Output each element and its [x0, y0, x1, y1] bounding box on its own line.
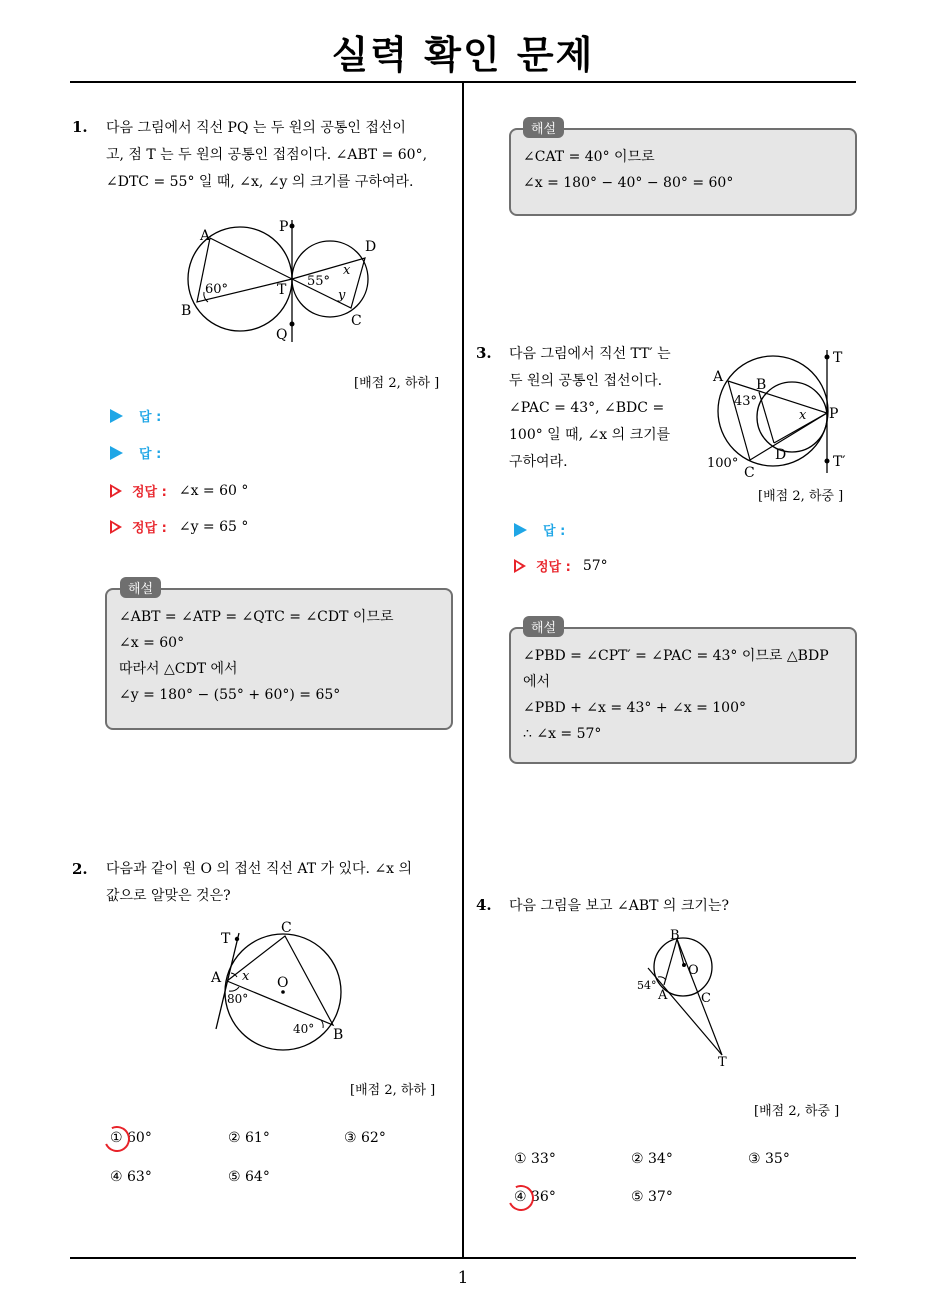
solution-line: 에서	[523, 674, 551, 690]
q1-score: [배점 2, 하하 ]	[354, 376, 440, 391]
q3-label-T: T	[833, 350, 843, 366]
q4-score: [배점 2, 하중 ]	[754, 1104, 840, 1119]
q3-line: 100° 일 때, ∠x 의 크기를	[509, 427, 671, 443]
q4-choice-3[interactable]: ③ 35°	[748, 1151, 790, 1167]
q4-choice-5[interactable]: ⑤ 37°	[631, 1189, 673, 1205]
q2-score: [배점 2, 하하 ]	[350, 1083, 436, 1098]
play-icon	[110, 409, 123, 423]
q1-angle-x: x	[343, 263, 351, 278]
q3-score: [배점 2, 하중 ]	[758, 489, 844, 504]
q4-label-A: A	[658, 988, 668, 1003]
q2-figure	[205, 915, 360, 1055]
q4-choice-1[interactable]: ① 33°	[514, 1151, 556, 1167]
q1-label-Q: Q	[276, 327, 288, 343]
q2-label-O: O	[277, 975, 289, 991]
selected-circle-mark	[504, 1181, 537, 1214]
q3-label-D: D	[775, 447, 787, 463]
q2-choice-4[interactable]: ④ 63°	[110, 1169, 152, 1185]
q1-label-P: P	[279, 219, 289, 235]
q1-solution-box	[105, 588, 453, 730]
q1-correct-row-2	[110, 517, 248, 536]
q1-line: ∠DTC = 55° 일 때, ∠x, ∠y 의 크기를 구하여라.	[106, 174, 414, 190]
q2-label-C: C	[281, 920, 292, 936]
q3-label-P: P	[829, 406, 839, 422]
correct-value: 57°	[582, 557, 608, 574]
q2-label-T: T	[221, 931, 231, 947]
outline-triangle-icon	[110, 520, 122, 534]
q3-number: 3.	[476, 344, 492, 362]
q4-angle-54: 54°	[637, 979, 657, 992]
q1-angle-55: 55°	[307, 274, 331, 289]
q2-label-B: B	[333, 1027, 344, 1043]
q2-text	[106, 856, 461, 910]
q1-label-B: B	[181, 303, 192, 319]
q3-label-C: C	[744, 465, 755, 480]
q2-solution-tag: 해설	[523, 117, 564, 138]
correct-value: ∠x = 60 °	[178, 482, 249, 499]
solution-line: ∠CAT = 40° 이므로	[523, 149, 655, 165]
q1-answer-row-2	[110, 443, 161, 462]
q2-label-A: A	[211, 970, 222, 986]
q4-label-O: O	[688, 963, 699, 978]
correct-label: 정답 :	[132, 485, 167, 500]
q2-angle-80: 80°	[227, 992, 249, 1006]
q2-line: 값으로 알맞은 것은?	[106, 888, 231, 904]
footer-rule	[70, 1257, 856, 1259]
outline-triangle-icon	[110, 484, 122, 498]
q1-correct-row-1	[110, 481, 248, 500]
q3-angle-43: 43°	[734, 394, 758, 409]
correct-label: 정답 :	[536, 560, 571, 575]
q3-angle-x: x	[799, 408, 807, 423]
q3-label-Tprime: T′	[833, 454, 846, 470]
page-number: 1	[457, 1268, 469, 1288]
q3-solution-tag: 해설	[523, 616, 564, 637]
q1-text	[106, 115, 456, 196]
solution-line: ∠ABT = ∠ATP = ∠QTC = ∠CDT 이므로	[119, 609, 394, 625]
answer-label: 답 :	[543, 524, 566, 539]
q4-number: 4.	[476, 896, 492, 914]
answer-label: 답 :	[139, 447, 162, 462]
q3-solution-box	[509, 627, 857, 764]
q3-line: ∠PAC = 43°, ∠BDC =	[509, 400, 665, 416]
solution-line: ∠y = 180° − (55° + 60°) = 65°	[119, 687, 341, 703]
q2-line: 다음과 같이 원 O 의 접선 직선 AT 가 있다. ∠x 의	[106, 861, 413, 877]
q1-label-D: D	[365, 239, 377, 255]
q2-solution-box	[509, 128, 857, 216]
solution-line: 따라서 △CDT 에서	[119, 661, 238, 677]
q3-line: 다음 그림에서 직선 TT′ 는	[509, 346, 671, 362]
q1-number: 1.	[72, 118, 88, 136]
q2-choice-3[interactable]: ③ 62°	[344, 1130, 386, 1146]
page-title: 실력 확인 문제	[331, 33, 595, 77]
q1-solution-tag: 해설	[120, 577, 161, 598]
q4-label-T: T	[718, 1055, 727, 1070]
q3-angle-100: 100°	[707, 456, 739, 471]
correct-label: 정답 :	[132, 521, 167, 536]
solution-line: ∴ ∠x = 57°	[523, 726, 602, 742]
q1-label-A: A	[200, 228, 211, 244]
q4-figure	[630, 925, 750, 1073]
outline-triangle-icon	[514, 559, 526, 573]
q2-angle-40: 40°	[293, 1022, 315, 1036]
q3-correct-row	[514, 556, 608, 575]
q2-number: 2.	[72, 860, 88, 878]
play-icon	[514, 523, 527, 537]
q4-label-B: B	[670, 928, 680, 943]
solution-line: ∠x = 60°	[119, 635, 185, 651]
column-divider	[462, 83, 464, 1259]
q1-angle-60: 60°	[205, 282, 229, 297]
q4-text: 다음 그림을 보고 ∠ABT 의 크기는?	[509, 898, 729, 914]
q2-choice-2[interactable]: ② 61°	[228, 1130, 270, 1146]
solution-line: ∠PBD = ∠CPT′ = ∠PAC = 43° 이므로 △BDP	[523, 648, 829, 664]
solution-line: ∠PBD + ∠x = 43° + ∠x = 100°	[523, 700, 746, 716]
q1-answer-row-1	[110, 406, 161, 425]
q2-angle-x: x	[242, 969, 250, 984]
selected-circle-mark	[100, 1122, 133, 1155]
q2-choice-1[interactable]: ① 60°	[110, 1130, 152, 1146]
q1-line: 다음 그림에서 직선 PQ 는 두 원의 공통인 접선이	[106, 120, 406, 136]
q1-angle-y: y	[338, 288, 346, 303]
q1-line: 고, 점 T 는 두 원의 공통인 접점이다. ∠ABT = 60°,	[106, 147, 428, 163]
q1-label-T: T	[277, 282, 287, 298]
solution-line: ∠x = 180° − 40° − 80° = 60°	[523, 175, 734, 191]
play-icon	[110, 446, 123, 460]
q4-choice-4[interactable]: ④ 36°	[514, 1189, 556, 1205]
q3-line: 두 원의 공통인 접선이다.	[509, 373, 663, 389]
q3-label-A: A	[713, 369, 724, 385]
q1-figure	[175, 212, 390, 347]
correct-value: ∠y = 65 °	[178, 518, 249, 535]
q4-choice-2[interactable]: ② 34°	[631, 1151, 673, 1167]
answer-label: 답 :	[139, 410, 162, 425]
q3-line: 구하여라.	[509, 454, 568, 470]
q3-answer-row	[514, 520, 565, 539]
q1-label-C: C	[351, 313, 362, 329]
q4-label-C: C	[701, 991, 711, 1006]
q3-text	[509, 341, 691, 476]
q3-figure	[703, 345, 858, 480]
q2-choice-5[interactable]: ⑤ 64°	[228, 1169, 270, 1185]
q3-label-B: B	[756, 377, 767, 393]
